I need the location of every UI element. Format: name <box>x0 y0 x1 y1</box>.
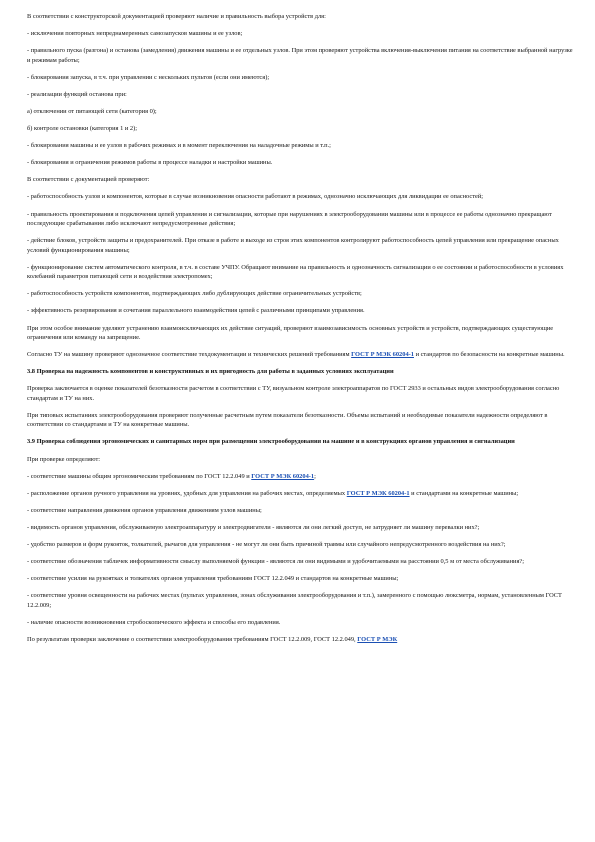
paragraph: В соответствии с конструкторской документацией проверяют наличие и правильность выбора устройств для: <box>27 13 326 20</box>
paragraph: Проверка заключается в оценке показателей безотказности расчетом в соответствии с ТУ, визуальном контроле электроаппаратов по ГОСТ 2933 и остальных видов электрооборудования согласно стандартам и ТУ на них. <box>27 385 560 402</box>
paragraph: а) отключении от питающей сети (категория 0); <box>27 107 157 115</box>
paragraph-text: и стандартов по безопасности на конкретные машины. <box>413 351 565 359</box>
paragraph: - блокирования и ограничения режимов работы в процессе наладки и настройки машины. <box>27 159 273 167</box>
paragraph: - реализации функций останова при: <box>27 90 127 98</box>
paragraph: - работоспособность узлов и компонентов, которые в случае возникновения опасности работают в режимах, однозначно исключающих для ликвидации ее опасностей; <box>27 193 484 201</box>
paragraph: - соответствие усилия на рукоятках и толкателях органов управления требованиям ГОСТ 12.2.049 и стандартов на конкретные машины; <box>27 575 399 583</box>
paragraph: б) контроле остановки (категория 1 и 2); <box>27 125 137 133</box>
paragraph <box>27 489 575 499</box>
paragraph: - функционирование систем автоматического контроля, в т.ч. в составе УЧПУ. Обращают внимание на правильность и однозначность сигнализации о ее состоянии и работоспособности в условиях колебаний параметров питающей сети и воздействия электропомех; <box>27 263 564 281</box>
paragraph: - наличие опасности возникновения стробоскопического эффекта и способы его подавления. <box>27 618 281 626</box>
paragraph-text: ; <box>314 472 316 480</box>
paragraph: В соответствии с документацией проверяют: <box>27 176 150 184</box>
paragraph: При этом особое внимание уделяют устранению взаимоисключающих их действие ситуаций, проверяют взаимозависимость основных устройств и устройств, подтверждающих существующие ограничения или команду на запрещение. <box>27 324 554 341</box>
paragraph: - работоспособность устройств компонентов, подтверждающих либо дублирующих действие ограничительных устройств; <box>27 290 362 298</box>
paragraph <box>27 350 575 360</box>
paragraph-text: и стандартами на конкретные машины; <box>409 489 519 497</box>
paragraph: - соответствие направления движения органов управления движениям узлов машины; <box>27 506 262 514</box>
standard-link[interactable]: ГОСТ Р МЭК 60204-1 <box>346 489 410 497</box>
paragraph: - видимость органов управления, обслуживаемую электроаппаратуру и электродвигатели - являются ли они легкий доступ, не затрудняет ли машину перевалки них?; <box>27 523 480 531</box>
paragraph: - блокирования машины и ее узлов в рабочих режимах и в момент переключения на наладочные режимы и т.п.; <box>27 142 331 150</box>
paragraph: - правильного пуска (разгона) и останова (замедления) движения машины и ее отдельных узлов. При этом проверяют устройства включения-выключения питания на соответствие выбранной нагрузке и режимам работы; <box>27 47 573 64</box>
paragraph <box>27 635 575 645</box>
paragraph: - действие блоков, устройств защиты и предохранителей. При отказе в работе и выходе из строя этих компонентов контролируют работоспособность цепей управления или прекращение опасных условий функционирования машины; <box>27 237 559 254</box>
paragraph: - исключения повторных непреднамеренных самозапусков машины и ее узлов; <box>27 30 243 38</box>
paragraph: При типовых испытаниях электрооборудования проверяют полученные расчетным путем показатели безотказности. Объемы испытаний и необходимые показатели надежности определяют в соответствии со стандартами и ТУ на конкретные машины. <box>27 411 548 429</box>
paragraph: - соответствие обозначения табличек информативности смыслу выполняемой функции - являются ли они видимыми и удобочитаемыми на расстоянии 0,5 м от места обслуживания?; <box>27 558 524 566</box>
paragraph-text: - расположение органов ручного управления на уровнях, удобных для управления на рабочих местах, определяемых <box>27 489 347 497</box>
section-heading: 3.8 Проверка на надежность компонентов и конструктивных и их пригодность для работы в заданных условиях эксплуатации <box>27 368 394 376</box>
paragraph: - соответствие уровня освещенности на рабочих местах (пультах управления, зонах обслуживания электрооборудования и т.п.), замеренного с помощью люксметра, нормам, установленным ГОСТ 12.2.009; <box>27 592 562 609</box>
paragraph: - блокирования запуска, в т.ч. при управлении с нескольких пультов (если они имеются); <box>27 73 270 81</box>
standard-link[interactable]: ГОСТ Р МЭК <box>357 636 398 643</box>
paragraph-text: Согласно ТУ на машину проверяют однозначное соответствие техдокументации и технических решений требованиям <box>27 351 352 359</box>
standard-link[interactable]: ГОСТ Р МЭК 60204-1 <box>251 472 315 480</box>
paragraph <box>27 472 575 482</box>
paragraph: - удобство размеров и форм рукояток, толкателей, рычагов для управления - не могут ли они быть причиной травмы или случайного непредусмотренного воздействия на них?; <box>27 541 506 549</box>
paragraph: При проверке определяют: <box>27 455 101 463</box>
paragraph-text: - соответствие машины общим эргономическим требованиям по ГОСТ 12.2.049 и <box>27 472 252 480</box>
paragraph: - эффективность резервирования и сочетания параллельного взаимодействия цепей с различными принципами управления. <box>27 307 365 315</box>
standard-link[interactable]: ГОСТ Р МЭК 60204-1 <box>351 351 414 359</box>
paragraph-text: По результатам проверки заключение о соответствии электрооборудования требованиям ГОСТ 12.2.009, ГОСТ 12.2.049, <box>27 636 358 643</box>
section-heading: 3.9 Проверка соблюдения эргономических и санитарных норм при размещении электрооборудования на машине и в конструкциях органов управления и сигнализации <box>27 438 515 446</box>
paragraph: - правильность проектирования и подключения цепей управления и сигнализации, которые при нарушениях в электрооборудовании машины или в процессе ее работы однозначно прекращают последующие срабатывания либо исключают непредусмотренные действия; <box>27 210 552 228</box>
